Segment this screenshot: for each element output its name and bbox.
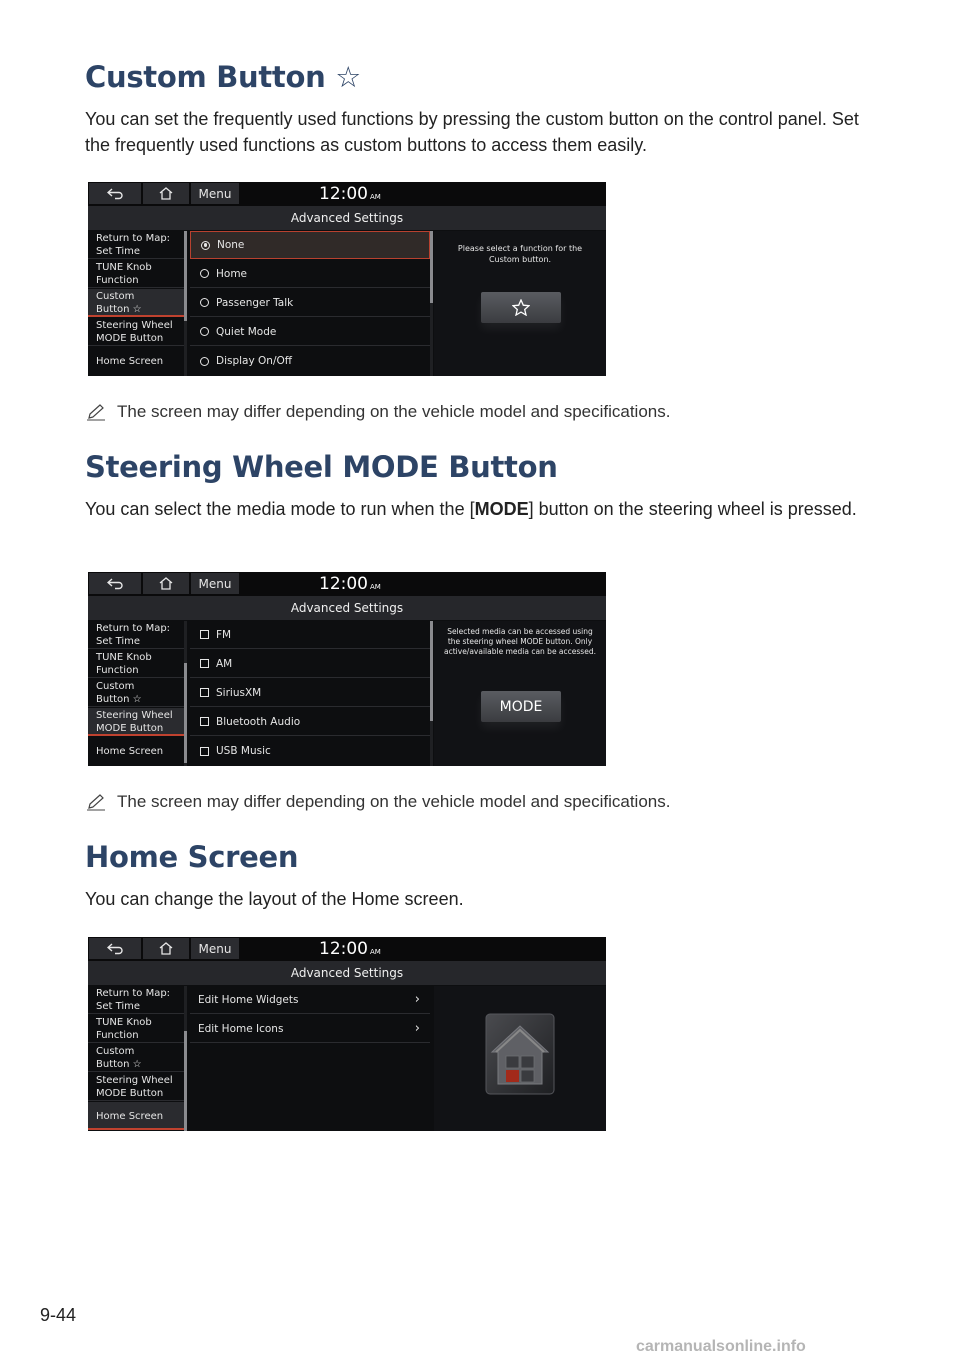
home-layout-icon bbox=[482, 1010, 560, 1100]
option-none[interactable]: None bbox=[190, 231, 430, 259]
screen-title: Advanced Settings bbox=[88, 596, 606, 620]
home-button[interactable] bbox=[143, 938, 189, 959]
nav-steering-wheel[interactable]: Steering Wheel MODE Button bbox=[88, 1073, 184, 1101]
clock: 12:00 AM bbox=[319, 939, 381, 959]
option-home[interactable]: Home bbox=[190, 260, 430, 288]
nav-tune-knob[interactable]: TUNE Knob Function bbox=[88, 650, 184, 678]
radio-icon bbox=[200, 269, 209, 278]
settings-nav bbox=[88, 231, 186, 376]
watermark: carmanualsonline.info bbox=[636, 1338, 806, 1355]
page-number: 9-44 bbox=[40, 1305, 77, 1325]
section-steering-wheel bbox=[85, 450, 885, 522]
list-scrollbar[interactable] bbox=[430, 231, 433, 376]
nav-return-to-map[interactable]: Return to Map: Set Time bbox=[88, 986, 184, 1014]
heading-custom-button: Custom Button ☆ bbox=[85, 60, 361, 94]
home-button[interactable] bbox=[143, 573, 189, 594]
radio-icon bbox=[200, 357, 209, 366]
info-panel bbox=[434, 621, 606, 766]
nav-return-to-map[interactable]: Return to Map: Set Time bbox=[88, 231, 184, 259]
option-usb-music[interactable]: USB Music bbox=[190, 737, 430, 765]
back-icon bbox=[107, 188, 123, 200]
screen-title: Advanced Settings bbox=[88, 961, 606, 985]
chevron-right-icon: › bbox=[414, 1021, 420, 1036]
checkbox-icon bbox=[200, 688, 209, 697]
top-bar bbox=[88, 572, 606, 596]
option-quiet-mode[interactable]: Quiet Mode bbox=[190, 318, 430, 346]
top-bar bbox=[88, 182, 606, 206]
nav-home-screen[interactable]: Home Screen bbox=[96, 746, 164, 757]
top-bar bbox=[88, 937, 606, 961]
radio-icon bbox=[200, 327, 209, 336]
note-1: The screen may differ depending on the vehicle model and specifications. bbox=[85, 402, 670, 422]
nav-scrollbar[interactable] bbox=[184, 231, 187, 376]
nav-return-to-map[interactable]: Return to Map: Set Time bbox=[88, 621, 184, 649]
body-home-screen: You can change the layout of the Home screen. bbox=[85, 889, 464, 909]
pencil-note-icon bbox=[85, 403, 107, 421]
back-button[interactable] bbox=[89, 573, 141, 594]
mode-button-preview: MODE bbox=[481, 691, 561, 722]
preview-panel bbox=[434, 986, 606, 1131]
checkbox-icon bbox=[200, 747, 209, 756]
section-custom-button bbox=[85, 60, 885, 158]
option-display-onoff[interactable]: Display On/Off bbox=[190, 347, 430, 375]
clock: 12:00 AM bbox=[319, 184, 381, 204]
nav-scrollbar[interactable] bbox=[184, 986, 187, 1131]
option-fm[interactable]: FM bbox=[190, 621, 430, 649]
prompt-text: Please select a function for the Custom button. bbox=[457, 244, 583, 264]
list-scrollbar[interactable] bbox=[430, 621, 433, 766]
home-icon bbox=[159, 942, 173, 955]
chevron-right-icon: › bbox=[414, 992, 420, 1007]
checkbox-icon bbox=[200, 630, 209, 639]
home-icon bbox=[159, 577, 173, 590]
nav-custom-button[interactable]: Custom Button ☆ bbox=[88, 1044, 184, 1072]
back-icon bbox=[107, 578, 123, 590]
home-button[interactable] bbox=[143, 183, 189, 204]
heading-steering-wheel: Steering Wheel MODE Button bbox=[85, 450, 558, 484]
screen-home-screen bbox=[88, 937, 606, 1131]
option-bluetooth-audio[interactable]: Bluetooth Audio bbox=[190, 708, 430, 736]
option-passenger-talk[interactable]: Passenger Talk bbox=[190, 289, 430, 317]
option-list bbox=[190, 986, 430, 1131]
nav-steering-wheel[interactable]: Steering Wheel MODE Button bbox=[88, 708, 184, 736]
custom-button-preview bbox=[481, 292, 561, 323]
radio-icon bbox=[200, 298, 209, 307]
back-button[interactable] bbox=[89, 183, 141, 204]
back-button[interactable] bbox=[89, 938, 141, 959]
back-icon bbox=[107, 943, 123, 955]
nav-custom-button[interactable]: Custom Button ☆ bbox=[88, 289, 184, 317]
note-2: The screen may differ depending on the vehicle model and specifications. bbox=[85, 792, 670, 812]
option-siriusxm[interactable]: SiriusXM bbox=[190, 679, 430, 707]
nav-home-screen[interactable]: Home Screen bbox=[88, 1102, 184, 1130]
checkbox-icon bbox=[200, 659, 209, 668]
nav-home-screen[interactable]: Home Screen bbox=[96, 356, 164, 367]
nav-steering-wheel[interactable]: Steering Wheel MODE Button bbox=[88, 318, 184, 346]
radio-selected-icon bbox=[201, 241, 210, 250]
body-custom-button: You can set the frequently used functions by pressing the custom button on the control panel. Set the frequently used functions as custom buttons to access them easily. bbox=[85, 109, 859, 155]
info-panel bbox=[434, 231, 606, 376]
menu-button[interactable]: Menu bbox=[191, 183, 239, 204]
settings-nav bbox=[88, 986, 186, 1131]
option-edit-home-icons[interactable]: Edit Home Icons › bbox=[190, 1015, 430, 1043]
nav-custom-button[interactable]: Custom Button ☆ bbox=[88, 679, 184, 707]
heading-home-screen: Home Screen bbox=[85, 840, 299, 874]
settings-nav bbox=[88, 621, 186, 766]
nav-tune-knob[interactable]: TUNE Knob Function bbox=[88, 260, 184, 288]
checkbox-icon bbox=[200, 717, 209, 726]
screen-custom-button bbox=[88, 182, 606, 376]
option-edit-home-widgets[interactable]: Edit Home Widgets › bbox=[190, 986, 430, 1014]
nav-tune-knob[interactable]: TUNE Knob Function bbox=[88, 1015, 184, 1043]
body-steering-wheel: You can select the media mode to run when the [MODE] button on the steering wheel is pressed. bbox=[85, 499, 857, 519]
nav-scrollbar[interactable] bbox=[184, 621, 187, 766]
screen-steering-wheel bbox=[88, 572, 606, 766]
menu-button[interactable]: Menu bbox=[191, 938, 239, 959]
option-am[interactable]: AM bbox=[190, 650, 430, 678]
screen-title: Advanced Settings bbox=[88, 206, 606, 230]
option-list bbox=[190, 621, 430, 766]
clock: 12:00 AM bbox=[319, 574, 381, 594]
pencil-note-icon bbox=[85, 793, 107, 811]
menu-button[interactable]: Menu bbox=[191, 573, 239, 594]
star-outline-icon bbox=[512, 299, 530, 316]
info-text: Selected media can be accessed using the steering wheel MODE button. Only active/available media can be accessed. bbox=[444, 627, 596, 656]
section-home-screen bbox=[85, 840, 885, 912]
home-icon bbox=[159, 187, 173, 200]
option-list bbox=[190, 231, 430, 376]
